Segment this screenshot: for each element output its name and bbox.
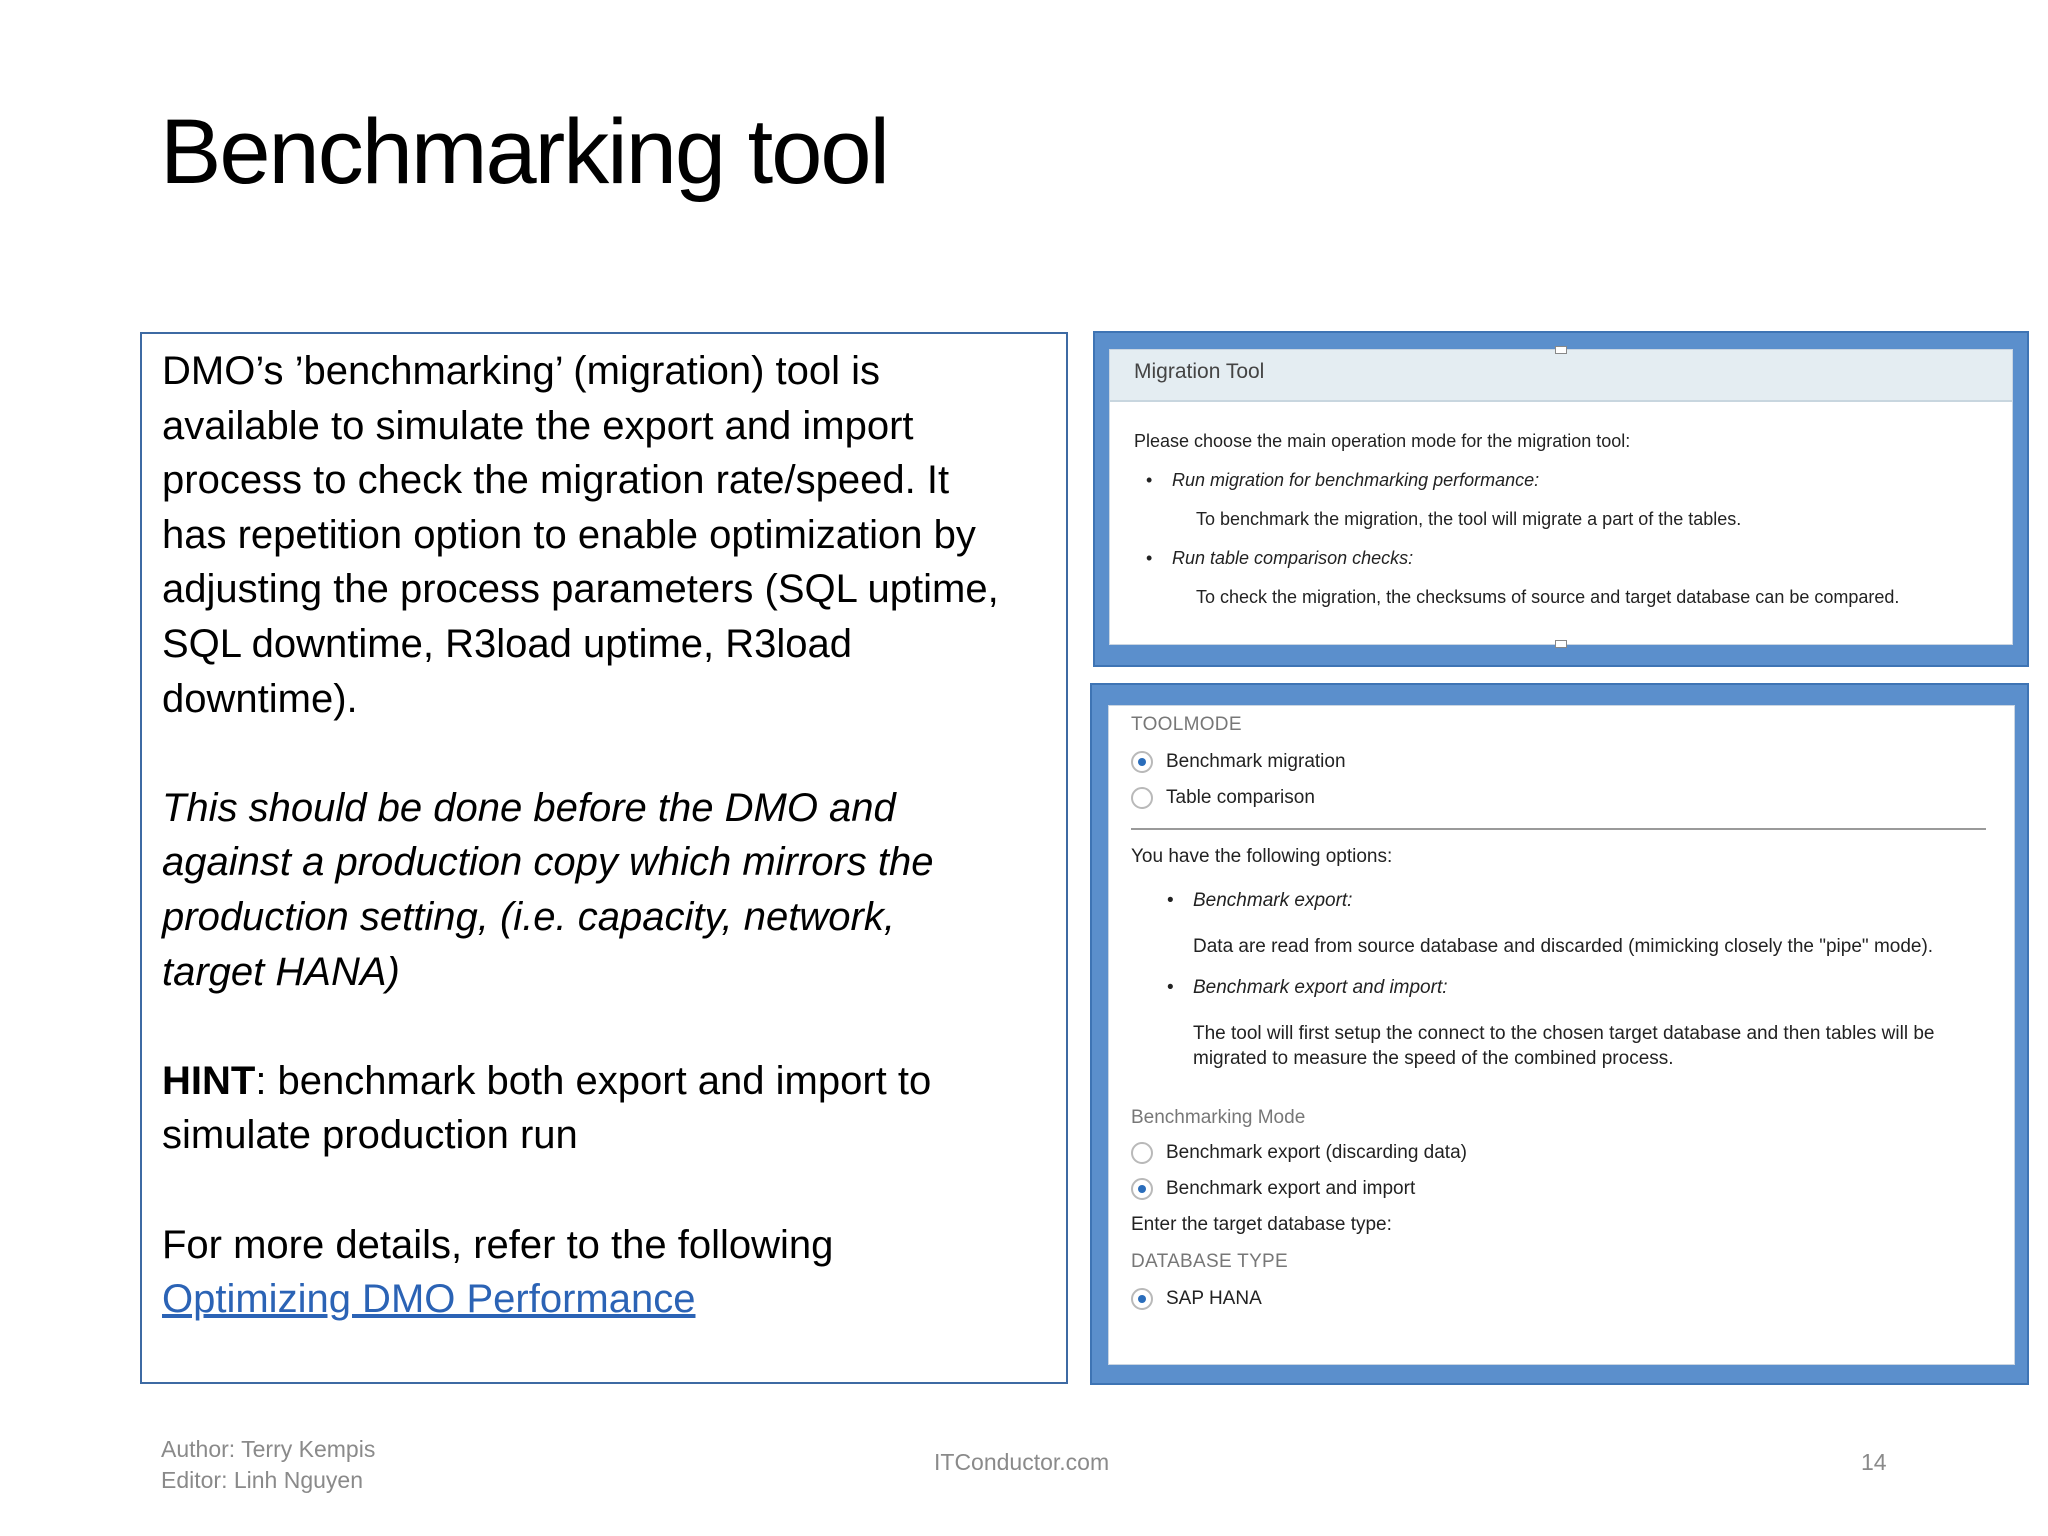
page-number: 14	[1861, 1449, 1887, 1475]
option-comparison-desc: To check the migration, the checksums of source and target database can be compared.	[1196, 587, 1900, 607]
para1-line: SQL downtime, R3load uptime, R3load	[162, 621, 852, 666]
option-comparison-title: • Run table comparison checks:	[1134, 539, 2012, 578]
para1-line: process to check the migration rate/speed. It	[162, 458, 950, 503]
para1-line: downtime).	[162, 676, 358, 721]
slide-title: Benchmarking tool	[160, 101, 888, 203]
migration-tool-prompt: Please choose the main operation mode for the migration tool:	[1134, 431, 1631, 451]
divider	[1131, 828, 1986, 830]
migration-tool-header: Migration Tool	[1110, 350, 2012, 402]
radio-selected-icon[interactable]	[1131, 1288, 1153, 1310]
option-benchmark-title: • Run migration for benchmarking performance:	[1134, 461, 2012, 500]
radio-selected-icon[interactable]	[1131, 1178, 1153, 1200]
hint-line	[162, 1054, 1046, 1109]
radio-label: Benchmark export (discarding data)	[1166, 1142, 1467, 1163]
option-export-import-desc-2: migrated to measure the speed of the combined process.	[1193, 1048, 1674, 1069]
hint-label: HINT	[162, 1058, 256, 1103]
description-text-box	[140, 332, 1068, 1384]
footer-credits	[161, 1434, 375, 1496]
para2-line: target HANA)	[162, 949, 400, 994]
database-type-label: DATABASE TYPE	[1131, 1251, 1289, 1272]
para2-line: production setting, (i.e. capacity, network,	[162, 894, 895, 939]
hint-line-2: simulate production run	[162, 1113, 578, 1158]
option-benchmark-export-import: • Benchmark export and import:	[1131, 977, 2014, 1003]
radio-benchmark-export[interactable]	[1131, 1135, 2014, 1171]
benchmarking-mode-label: Benchmarking Mode	[1131, 1107, 1306, 1128]
radio-selected-icon[interactable]	[1131, 751, 1153, 773]
resize-handle-icon[interactable]	[1555, 640, 1567, 648]
para2-line: against a production copy which mirrors the	[162, 840, 934, 885]
para1-line: adjusting the process parameters (SQL uptime,	[162, 567, 999, 612]
radio-table-comparison[interactable]	[1131, 780, 2014, 816]
para1-line: DMO’s ’benchmarking’ (migration) tool is	[162, 349, 881, 393]
details-line: For more details, refer to the following	[162, 1222, 834, 1267]
toolmode-label: TOOLMODE	[1131, 714, 1242, 735]
toolmode-screenshot	[1090, 683, 2029, 1385]
para1-line: has repetition option to enable optimization by	[162, 512, 976, 557]
radio-label: Benchmark migration	[1166, 751, 1346, 772]
footer-editor: Editor: Linh Nguyen	[161, 1467, 364, 1493]
para1-line: available to simulate the export and import	[162, 403, 914, 448]
option-benchmark-export-desc: Data are read from source database and discarded (mimicking closely the "pipe" mode).	[1193, 936, 1934, 957]
radio-label: Benchmark export and import	[1166, 1178, 1416, 1199]
migration-tool-screenshot	[1093, 331, 2029, 667]
radio-label: Table comparison	[1166, 787, 1315, 808]
footer-site: ITConductor.com	[934, 1449, 1110, 1475]
options-intro: You have the following options:	[1131, 846, 1393, 867]
radio-label: SAP HANA	[1166, 1288, 1262, 1309]
toolmode-dialog	[1108, 705, 2015, 1365]
option-benchmark-desc: To benchmark the migration, the tool will migrate a part of the tables.	[1196, 509, 1742, 529]
radio-unselected-icon[interactable]	[1131, 787, 1153, 809]
migration-tool-dialog	[1109, 349, 2013, 645]
hint-text: : benchmark both export and import to	[255, 1058, 932, 1103]
radio-benchmark-migration[interactable]	[1131, 744, 2014, 780]
option-benchmark-export: • Benchmark export:	[1131, 890, 2014, 916]
resize-handle-icon[interactable]	[1555, 346, 1567, 354]
option-export-import-desc-1: The tool will first setup the connect to the chosen target database and then tables will be	[1193, 1023, 1935, 1044]
footer-author: Author: Terry Kempis	[161, 1436, 376, 1462]
radio-benchmark-export-import[interactable]	[1131, 1171, 2014, 1207]
db-type-prompt: Enter the target database type:	[1131, 1214, 1392, 1235]
radio-unselected-icon[interactable]	[1131, 1142, 1153, 1164]
para2-line: This should be done before the DMO and	[162, 785, 896, 830]
radio-sap-hana[interactable]	[1131, 1281, 2014, 1317]
optimizing-dmo-performance-link[interactable]: Optimizing DMO Performance	[162, 1277, 696, 1322]
